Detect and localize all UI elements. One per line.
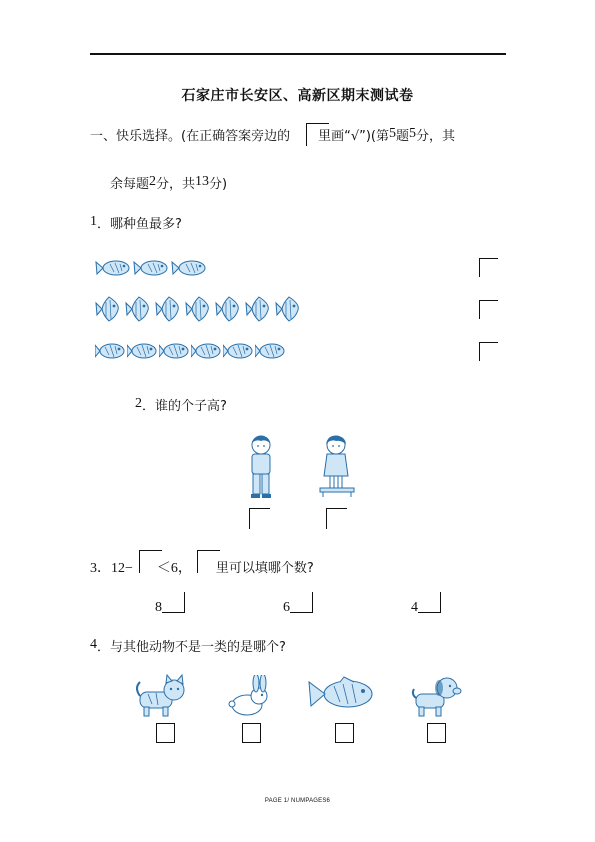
section1-text-d: 分，其 (416, 129, 456, 144)
q3-answer-box-4[interactable] (418, 592, 441, 613)
q3-option-6: 6 (283, 600, 290, 615)
answer-box-fish-1[interactable] (479, 258, 498, 277)
question-4 (90, 636, 286, 656)
fish-icon (127, 341, 159, 361)
section1-num-2: 5 (409, 126, 416, 141)
angelfish-icon (94, 294, 124, 324)
page-title: 石家庄市长安区、高新区期末测试卷 (181, 88, 414, 104)
fish-icon (95, 258, 133, 278)
section1-line2-a: 余每题 (110, 177, 150, 192)
question-1-number: 1 (90, 214, 97, 229)
fish-icon (223, 341, 255, 361)
section1-text-c: 题 (395, 129, 409, 144)
fish-row-2 (94, 294, 304, 324)
angelfish-icon (244, 294, 274, 324)
girl-icon (318, 434, 356, 498)
q3-answer-box-6[interactable] (290, 592, 313, 613)
fish-icon (133, 258, 171, 278)
question-4-text: ．与其他动物不是一类的是哪个? (97, 640, 286, 655)
angelfish-icon (184, 294, 214, 324)
section1-text-a: 一、快乐选择。(在正确答案旁边的 (90, 129, 291, 144)
q3-answer-box-8[interactable] (162, 592, 185, 613)
angelfish-icon (124, 294, 154, 324)
question-3-suffix: 里可以填哪个数? (215, 561, 314, 576)
question-2 (135, 395, 227, 415)
cat-icon (136, 674, 190, 718)
q3-option-8: 8 (155, 600, 162, 615)
fish-icon (191, 341, 223, 361)
section1-line2-num1: 2 (149, 174, 157, 189)
fish-icon (171, 258, 209, 278)
angelfish-icon (274, 294, 304, 324)
section1-line2-b: 分，共 (156, 177, 196, 192)
q3-blank-box-1[interactable] (139, 550, 162, 573)
fish-icon (159, 341, 191, 361)
question-2-text: ．谁的个子高? (142, 399, 227, 414)
question-3-prefix: ．12− (97, 561, 133, 576)
fish-icon (306, 676, 382, 712)
answer-box-cat[interactable] (156, 723, 175, 743)
fish-icon (95, 341, 127, 361)
q3-option-4: 4 (411, 600, 418, 615)
answer-box-rabbit[interactable] (242, 723, 261, 743)
answer-box-fish-2[interactable] (479, 300, 498, 319)
boy-icon (246, 434, 276, 500)
answer-box-girl[interactable] (326, 508, 347, 529)
answer-box-dog[interactable] (427, 723, 446, 743)
fish-icon (255, 341, 287, 361)
angelfish-icon (154, 294, 184, 324)
question-4-number: 4 (90, 637, 97, 652)
q3-blank-box-2[interactable] (197, 550, 220, 573)
top-rule (90, 53, 506, 55)
question-1-text: ．哪种鱼最多? (97, 217, 182, 232)
question-3-number: 3 (90, 561, 97, 576)
question-1 (90, 213, 182, 233)
section1-text-b: 里画“√”)(第 (318, 129, 389, 144)
answer-box-fish[interactable] (335, 723, 354, 743)
answer-box-boy[interactable] (249, 508, 270, 529)
section1-line1 (90, 125, 455, 145)
fish-row-1 (95, 258, 209, 278)
section1-line2-num2: 13 (195, 174, 210, 189)
dog-icon (410, 674, 462, 718)
section1-line2-c: 分) (209, 177, 228, 192)
question-2-number: 2 (135, 396, 142, 411)
section1-num-1: 5 (388, 126, 396, 141)
fish-row-3 (95, 341, 287, 361)
section1-line2 (110, 173, 227, 193)
rabbit-icon (225, 675, 273, 717)
page-footer: PAGE 1/ NUMPAGES6 (264, 798, 331, 804)
instruction-answer-box (306, 123, 329, 146)
answer-box-fish-3[interactable] (479, 342, 498, 361)
angelfish-icon (214, 294, 244, 324)
question-3-mid: ＜6， (156, 561, 192, 576)
